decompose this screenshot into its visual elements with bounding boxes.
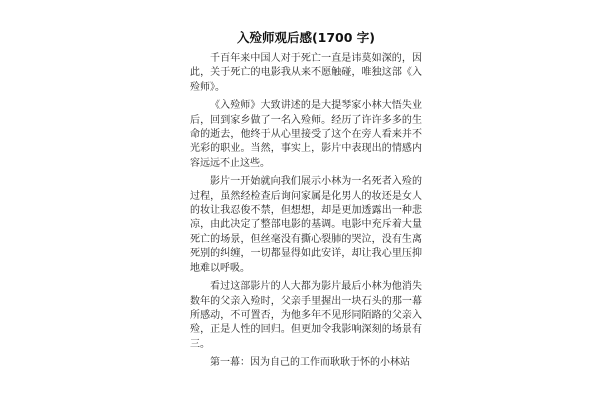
- paragraph-2: 《入殓师》大致讲述的是大提琴家小林大悟失业后，回到家乡做了一名入殓师。经历了许许多多的生命的逝去，他终于从心里接受了这个在旁人看来并不光彩的职业。当然，事实上，影片中表现出的情感内容远远不止这些。: [190, 100, 422, 169]
- paragraph-3: 影片一开始就向我们展示小林为一名死者入殓的过程，虽然经检查后询问家属是化男人的妆还是女人的妆让我忍俊不禁，但想想，却是更加透露出一种悲凉，由此决定了整部电影的基调。电影中充斥着大量死亡的场景，但丝毫没有撕心裂肺的哭泣，没有生离死别的纠缠，一切都显得如此安详，却让我心里压抑地难以呼吸。: [190, 176, 422, 274]
- paragraph-4: 看过这部影片的人大都为影片最后小林为他消失数年的父亲入殓时，父亲手里握出一块石头的那一幕所感动，不可置否，为他多年不见形同陌路的父亲入殓，正是人性的回归。但更加令我影响深刻的场景有三。: [190, 281, 422, 350]
- document-body: [190, 30, 422, 371]
- paragraph-1: 千百年来中国人对于死亡一直是讳莫如深的，因此，关于死亡的电影我从来不愿触碰，唯独这部《入殓师》。: [190, 53, 422, 93]
- paragraph-5: 第一幕：因为自己的工作而耿耿于怀的小林站: [210, 357, 410, 369]
- document-title: 入殓师观后感(1700 字): [236, 30, 376, 45]
